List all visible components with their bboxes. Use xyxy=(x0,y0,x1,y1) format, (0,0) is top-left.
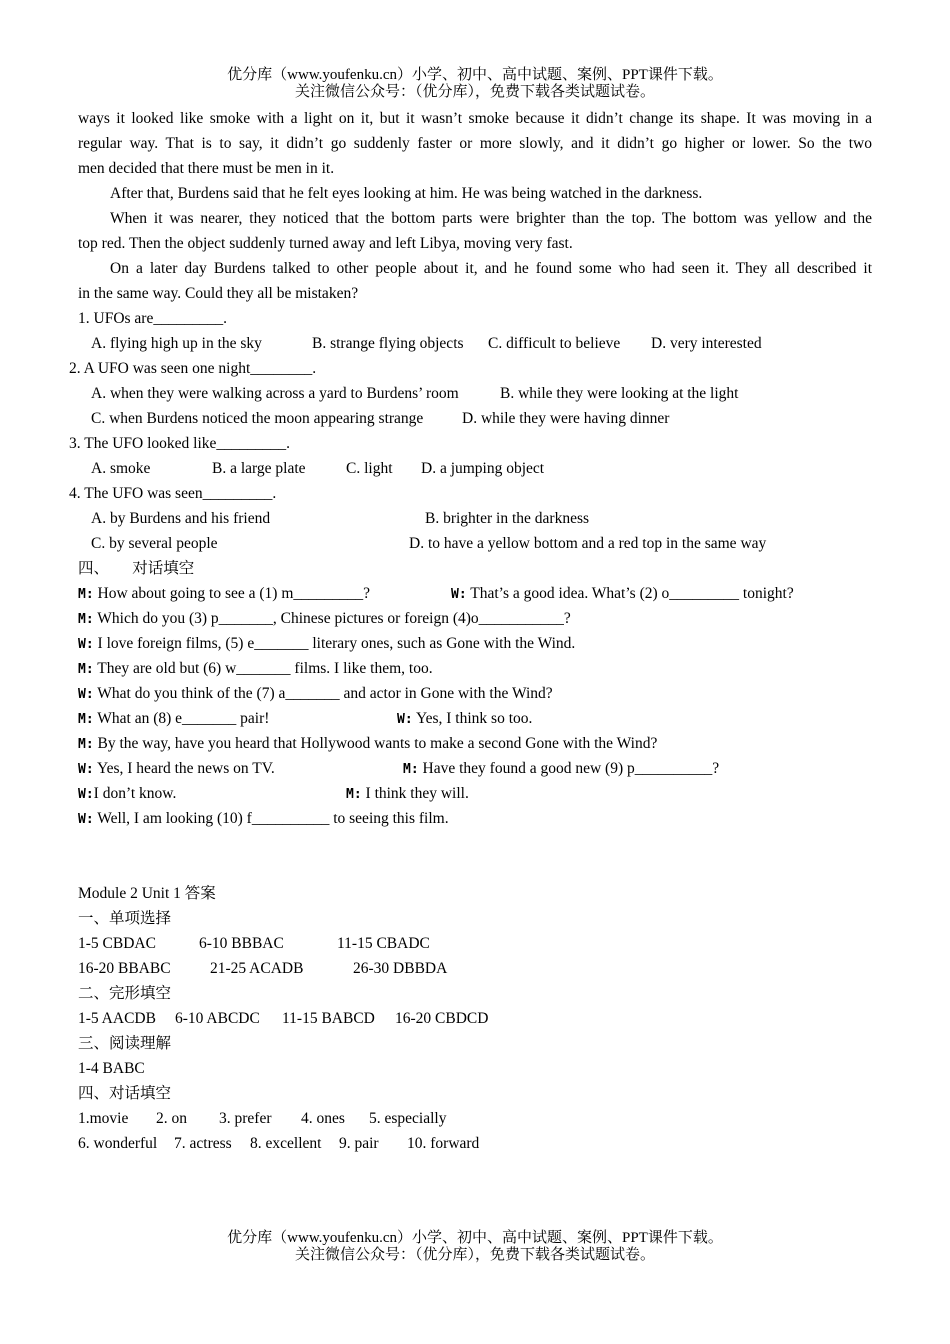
dialogue-text: What do you think of the (7) a_______ and actor in Gone with the Wind? xyxy=(97,685,553,702)
document-body xyxy=(69,106,872,1156)
option-a: A. when they were walking across a yard to Burdens’ room xyxy=(91,385,459,402)
dialogue-text: I think they will. xyxy=(365,785,469,802)
answer-group: 1.movie xyxy=(78,1110,129,1127)
section-heading: 二、完形填空 xyxy=(78,985,172,1002)
question-stem: 4. The UFO was seen_________. xyxy=(69,485,277,502)
dialogue-line xyxy=(78,781,872,806)
question-options xyxy=(78,381,872,406)
option-b: B. a large plate xyxy=(212,460,306,477)
answer-group: 11-15 BABCD xyxy=(282,1010,375,1027)
answer-title: Module 2 Unit 1 答案 xyxy=(78,885,216,902)
option-d: D. a jumping object xyxy=(421,460,545,477)
answer-row: 1-4 BABC xyxy=(78,1060,145,1077)
answer-group: 5. especially xyxy=(369,1110,447,1127)
option-d: D. very interested xyxy=(651,335,762,352)
speaker-label: M: xyxy=(78,737,94,752)
passage-line: On a later day Burdens talked to other people about it, and he found some who had seen it. They all described it xyxy=(110,260,872,277)
dialogue-line xyxy=(78,706,872,731)
answer-key xyxy=(78,881,872,1156)
passage-line: When it was nearer, they noticed that the bottom parts were brighter than the top. The bottom was yellow and the xyxy=(110,210,872,227)
option-c: C. when Burdens noticed the moon appearing strange xyxy=(91,410,424,427)
footer-line-2: 关注微信公众号：（优分库），免费下载各类试题试卷。 xyxy=(294,1247,655,1263)
answer-group: 6-10 BBBAC xyxy=(199,935,284,952)
option-c: C. by several people xyxy=(91,535,218,552)
option-c: C. difficult to believe xyxy=(488,335,621,352)
speaker-label: W: xyxy=(78,812,94,827)
dialogue-text: Yes, I heard the news on TV. xyxy=(96,760,275,777)
dialogue-text: Have they found a good new (9) p__________? xyxy=(422,760,720,777)
answer-row xyxy=(78,931,872,956)
question-stem: 3. The UFO looked like_________. xyxy=(69,435,291,452)
dialogue-text: Which do you (3) p_______, Chinese pictures or foreign (4)o___________? xyxy=(97,610,571,627)
dialogue-line xyxy=(78,631,872,656)
dialogue-text: Well, I am looking (10) f__________ to seeing this film. xyxy=(97,810,449,827)
footer-line-1: 优分库（www.youfenku.cn）小学、初中、高中试题、案例、PPT课件下载。 xyxy=(227,1230,723,1246)
dialogue-text: What an (8) e_______ pair! xyxy=(97,710,270,727)
dialogue-text: Yes, I think so too. xyxy=(415,710,533,727)
answer-group: 16-20 CBDCD xyxy=(395,1010,489,1027)
question-options xyxy=(78,456,872,481)
answer-group: 8. excellent xyxy=(250,1135,322,1152)
option-d: D. to have a yellow bottom and a red top in the same way xyxy=(409,535,767,552)
section-heading: 一、单项选择 xyxy=(78,910,172,927)
passage-line: men decided that there must be men in it. xyxy=(78,160,335,177)
speaker-label: M: xyxy=(78,662,94,677)
dialogue-text: By the way, have you heard that Hollywood wants to make a second Gone with the Wind? xyxy=(97,735,658,752)
section-heading: 三、阅读理解 xyxy=(78,1035,172,1052)
page-footer xyxy=(0,1230,950,1264)
option-c: C. light xyxy=(346,460,393,477)
dialogue-line xyxy=(78,681,872,706)
dialogue-line xyxy=(78,806,872,831)
question-stem: 2. A UFO was seen one night________. xyxy=(69,360,317,377)
passage-line: regular way. That is to say, it didn’t go suddenly faster or more slowly, and it didn’t go higher or lower. So the two xyxy=(78,135,872,152)
dialogue-line xyxy=(78,731,872,756)
answer-group: 26-30 DBBDA xyxy=(353,960,448,977)
answer-group: 3. prefer xyxy=(219,1110,272,1127)
answer-group: 9. pair xyxy=(339,1135,379,1152)
option-d: D. while they were having dinner xyxy=(462,410,670,427)
dialogue-line xyxy=(78,656,872,681)
question-options xyxy=(78,531,872,556)
answer-group: 1-5 CBDAC xyxy=(78,935,156,952)
answer-group: 10. forward xyxy=(407,1135,480,1152)
answer-row xyxy=(78,956,872,981)
question-options xyxy=(78,406,872,431)
option-b: B. while they were looking at the light xyxy=(500,385,739,402)
answer-group: 2. on xyxy=(156,1110,187,1127)
dialogue-line xyxy=(78,756,872,781)
question-options xyxy=(78,331,872,356)
option-b: B. brighter in the darkness xyxy=(425,510,590,527)
option-a: A. by Burdens and his friend xyxy=(91,510,271,527)
passage-line: in the same way. Could they all be mistaken? xyxy=(78,285,359,302)
answer-group: 7. actress xyxy=(174,1135,232,1152)
answer-group: 6-10 ABCDC xyxy=(175,1010,260,1027)
speaker-label: W: xyxy=(451,587,467,602)
section-heading: 四、对话填空 xyxy=(78,1085,172,1102)
speaker-label: M: xyxy=(346,787,362,802)
dialogue-text: I don’t know. xyxy=(93,785,177,802)
question-list xyxy=(69,306,872,556)
option-a: A. smoke xyxy=(91,460,151,477)
answer-row xyxy=(78,1131,872,1156)
header-line-2: 关注微信公众号：（优分库），免费下载各类试题试卷。 xyxy=(294,84,655,100)
question-stem: 1. UFOs are_________. xyxy=(78,310,227,327)
dialogue-line xyxy=(78,606,872,631)
speaker-label: W: xyxy=(78,787,94,802)
section-heading: 四、 对话填空 xyxy=(78,560,195,577)
answer-group: 16-20 BBABC xyxy=(78,960,171,977)
dialogue-text: They are old but (6) w_______ films. I like them, too. xyxy=(97,660,433,677)
speaker-label: M: xyxy=(78,612,94,627)
answer-row xyxy=(78,1106,872,1131)
option-b: B. strange flying objects xyxy=(312,335,464,352)
dialogue-text: I love foreign films, (5) e_______ literary ones, such as Gone with the Wind. xyxy=(97,635,576,652)
dialogue-line xyxy=(78,581,872,606)
passage-line: ways it looked like smoke with a light on it, but it wasn’t smoke because it didn’t change its shape. It was moving in a xyxy=(78,110,872,127)
speaker-label: W: xyxy=(78,637,94,652)
reading-passage xyxy=(78,106,872,306)
answer-group: 4. ones xyxy=(301,1110,345,1127)
answer-row xyxy=(78,1006,872,1031)
speaker-label: M: xyxy=(78,712,94,727)
passage-line: After that, Burdens said that he felt eyes looking at him. He was being watched in the darkness. xyxy=(110,185,703,202)
speaker-label: W: xyxy=(78,687,94,702)
question-options xyxy=(78,506,872,531)
dialogue-text: That’s a good idea. What’s (2) o_________ tonight? xyxy=(470,585,794,602)
dialogue-text: How about going to see a (1) m_________? xyxy=(97,585,371,602)
answer-group: 1-5 AACDB xyxy=(78,1010,156,1027)
speaker-label: W: xyxy=(397,712,413,727)
dialogue-section xyxy=(78,556,872,831)
passage-line: top red. Then the object suddenly turned away and left Libya, moving very fast. xyxy=(78,235,573,252)
page-header xyxy=(0,67,950,101)
header-line-1: 优分库（www.youfenku.cn）小学、初中、高中试题、案例、PPT课件下载。 xyxy=(227,67,723,83)
speaker-label: M: xyxy=(78,587,94,602)
answer-group: 11-15 CBADC xyxy=(337,935,430,952)
answer-group: 6. wonderful xyxy=(78,1135,158,1152)
answer-group: 21-25 ACADB xyxy=(210,960,304,977)
option-a: A. flying high up in the sky xyxy=(91,335,262,352)
speaker-label: M: xyxy=(403,762,419,777)
speaker-label: W: xyxy=(78,762,94,777)
